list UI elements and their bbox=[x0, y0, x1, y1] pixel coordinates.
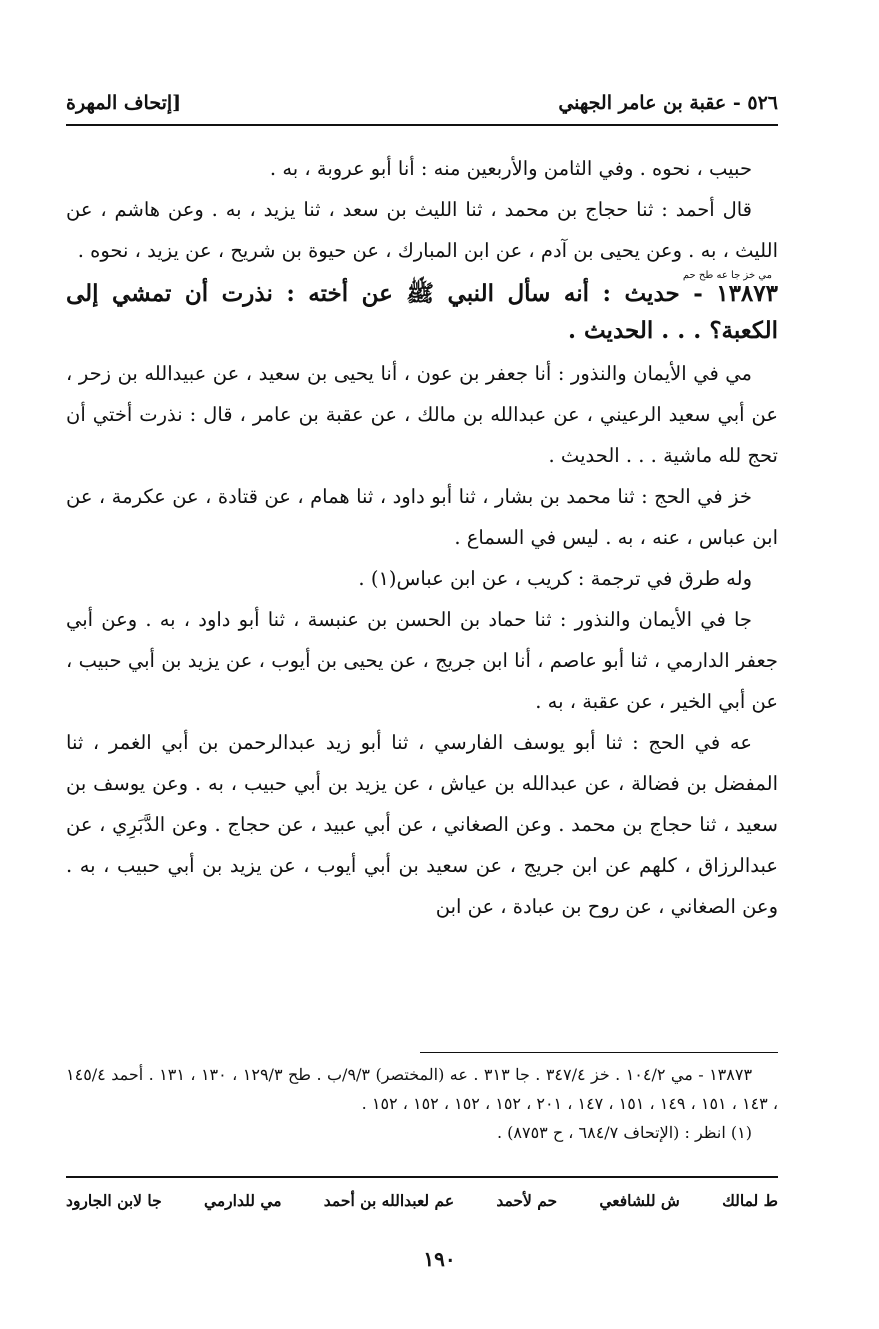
legend-item: حم لأحمد bbox=[496, 1191, 558, 1210]
hadith-title: ١٣٨٧٣ - حديث : أنه سأل النبي ﷺ عن أخته : نذرت أن تمشي إلى الكعبة؟ . . . الحديث . bbox=[66, 280, 778, 344]
paragraph-3: مي في الأيمان والنذور : أنا جعفر بن عون ، أنا يحيى بن سعيد ، عن عبيدالله بن زحر ، عن أبي سعيد الرعيني ، عن عبدالله بن مالك ، عن عقبة بن عامر ، قال : نذرت أختي أن تحج لله ماشية . . . الحديث . bbox=[66, 362, 778, 467]
header-divider bbox=[66, 124, 778, 126]
paragraph-6: جا في الأيمان والنذور : ثنا حماد بن الحسن بن عنبسة ، ثنا أبو داود ، به . وعن أبي جعفر الدارمي ، ثنا أبو عاصم ، أنا ابن جريج ، عن يحيى بن أيوب ، عن يزيد بن أبي حبيب ، عن أبي الخير ، عن عقبة ، به . bbox=[66, 608, 778, 713]
page-number: ١٩٠ bbox=[423, 1247, 456, 1271]
legend-divider bbox=[66, 1176, 778, 1178]
footnotes bbox=[66, 1060, 778, 1147]
header-section-title: ٥٢٦ - عقبة بن عامر الجهني bbox=[558, 92, 778, 114]
legend-item: عم لعبدالله بن أحمد bbox=[323, 1191, 455, 1210]
abbreviation-legend bbox=[66, 1186, 778, 1216]
header-book-title: [إتحاف المهرة bbox=[66, 92, 182, 114]
paragraph-7: عه في الحج : ثنا أبو يوسف الفارسي ، ثنا أبو زيد عبدالرحمن بن أبي الغمر ، ثنا المفضل بن فضالة ، عن عبدالله بن عياش ، عن يزيد بن أبي حبيب ، به . وعن يوسف بن سعيد ، ثنا حجاج بن محمد . وعن الصغاني ، عن أبي عبيد ، عن حجاج . وعن الدَّبَرِي ، عن عبدالرزاق ، كلهم عن ابن جريج ، عن سعيد بن أبي أيوب ، عن يزيد بن أبي حبيب ، به . وعن الصغاني ، عن روح بن عبادة ، عن ابن bbox=[66, 731, 778, 918]
paragraph-4: خز في الحج : ثنا محمد بن بشار ، ثنا أبو داود ، ثنا همام ، عن قتادة ، عن عكرمة ، عن ابن عباس ، عنه ، به . ليس في السماع . bbox=[66, 485, 778, 549]
legend-item: مي للدارمي bbox=[203, 1191, 282, 1210]
footnote-divider bbox=[420, 1052, 778, 1053]
paragraph-2: قال أحمد : ثنا حجاج بن محمد ، ثنا الليث بن سعد ، ثنا يزيد ، به . وعن هاشم ، عن الليث ، به . وعن يحيى بن آدم ، عن ابن المبارك ، عن حيوة بن شريح ، عن يزيد ، نحوه . bbox=[66, 198, 778, 262]
legend-item: ط لمالك bbox=[722, 1191, 778, 1210]
footnote-references: ١٣٨٧٣ - مي ١٠٤/٢ . خز ٣٤٧/٤ . جا ٣١٣ . عه (المختصر) ٩/٣/ب . طح ١٢٩/٣ ، ١٣٠ ، ١٣١ . أحمد ١٤٥/٤ ، ١٤٣ ، ١٥١ ، ١٤٩ ، ١٥١ ، ١٤٧ ، ٢٠١ ، ١٥٢ ، ١٥٢ ، ١٥٢ ، ١٥٢ . bbox=[66, 1065, 778, 1113]
hadith-sigla: مي خز جا عه طح حم bbox=[682, 270, 772, 281]
paragraph-1: حبيب ، نحوه . وفي الثامن والأربعين منه : أنا أبو عروبة ، به . bbox=[269, 157, 752, 180]
main-text bbox=[66, 148, 778, 927]
footnote-1: (١) انظر : (الإتحاف ٦٨٤/٧ ، ح ٨٧٥٣) . bbox=[496, 1123, 752, 1142]
hadith-heading bbox=[66, 271, 778, 349]
legend-item: ش للشافعي bbox=[599, 1191, 680, 1210]
legend-item: جا لابن الجارود bbox=[66, 1191, 162, 1210]
running-header bbox=[66, 86, 778, 120]
paragraph-5: وله طرق في ترجمة : كريب ، عن ابن عباس(١) . bbox=[358, 567, 752, 590]
